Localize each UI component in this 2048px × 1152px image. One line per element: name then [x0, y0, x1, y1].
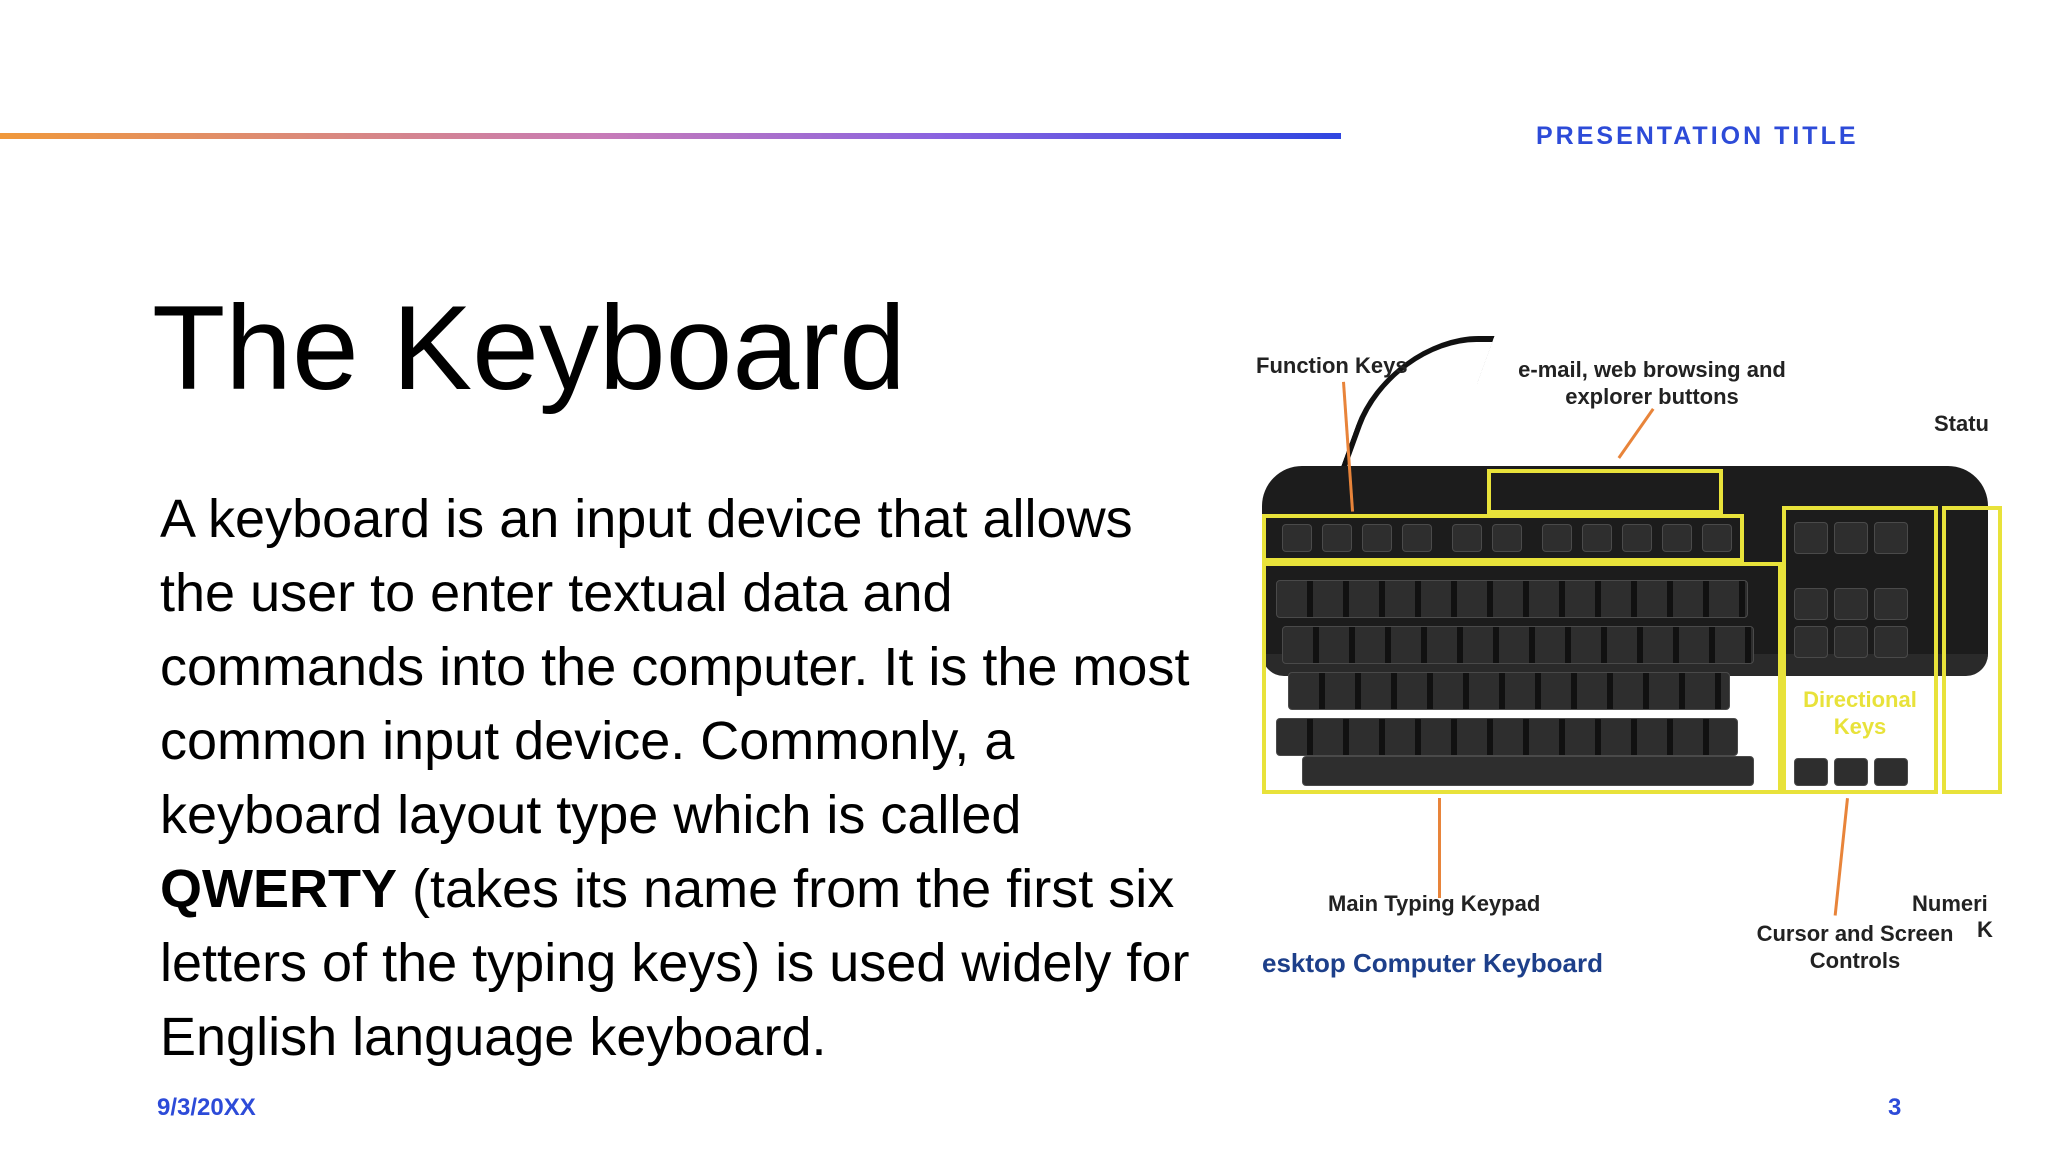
- footer-date: 9/3/20XX: [157, 1094, 256, 1121]
- key-row-3: [1288, 672, 1730, 710]
- key: [1834, 758, 1868, 786]
- keyboard-diagram-image: [1256, 336, 1993, 996]
- label-cursor-line-2: Controls: [1809, 948, 1901, 973]
- figure-caption: esktop Computer Keyboard: [1262, 948, 1603, 978]
- key-spacebar-row: [1302, 756, 1754, 786]
- key: [1622, 524, 1652, 552]
- label-function-keys: Function Keys: [1256, 353, 1408, 378]
- key: [1402, 524, 1432, 552]
- key: [1362, 524, 1392, 552]
- label-cursor-controls: [1732, 920, 1978, 974]
- label-status: Statu: [1934, 411, 1989, 436]
- body-text-bold: QWERTY: [160, 859, 397, 919]
- key: [1874, 626, 1908, 658]
- body-text-part-1: A keyboard is an input device that allows the user to enter textual data and commands into the computer. It is the most common input device. Commonly, a keyboard layout type which is called: [160, 489, 1190, 845]
- key: [1492, 524, 1522, 552]
- page-number: 3: [1888, 1094, 1902, 1121]
- key: [1282, 524, 1312, 552]
- key: [1794, 588, 1828, 620]
- key: [1452, 524, 1482, 552]
- key: [1874, 588, 1908, 620]
- presentation-title: PRESENTATION TITLE: [1536, 122, 1859, 150]
- slide-body-text: [160, 482, 1200, 1074]
- highlight-numeric-keypad: [1942, 506, 2002, 794]
- key: [1794, 758, 1828, 786]
- label-directional-line-1: Directional: [1803, 687, 1917, 712]
- label-email-line-2: explorer buttons: [1565, 384, 1739, 409]
- key: [1582, 524, 1612, 552]
- key: [1834, 588, 1868, 620]
- key: [1834, 522, 1868, 554]
- slide-title: The Keyboard: [152, 281, 906, 415]
- label-numeric-k: K: [1977, 917, 1993, 942]
- key: [1322, 524, 1352, 552]
- arrow-main-keypad: [1438, 798, 1441, 898]
- label-directional-keys: [1782, 686, 1938, 740]
- key-row-2: [1282, 626, 1754, 664]
- key: [1874, 758, 1908, 786]
- key: [1542, 524, 1572, 552]
- key-row-1: [1276, 580, 1748, 618]
- key: [1662, 524, 1692, 552]
- highlight-email-buttons: [1487, 469, 1723, 514]
- label-email-line-1: e-mail, web browsing and: [1518, 357, 1786, 382]
- key: [1702, 524, 1732, 552]
- key: [1874, 522, 1908, 554]
- key: [1834, 626, 1868, 658]
- label-numeric: Numeri: [1912, 891, 1988, 916]
- header-gradient-rule: [0, 133, 1341, 139]
- key: [1794, 522, 1828, 554]
- key-row-4: [1276, 718, 1738, 756]
- arrow-cursor-controls: [1834, 798, 1849, 916]
- label-directional-line-2: Keys: [1833, 714, 1887, 739]
- label-email-buttons: [1502, 356, 1802, 410]
- body-text-part-2: (takes its name from the first six letters of the typing keys) is used widely for English language keyboard.: [160, 859, 1190, 1067]
- label-main-typing-keypad: Main Typing Keypad: [1328, 891, 1541, 916]
- label-cursor-line-1: Cursor and Screen: [1756, 921, 1954, 946]
- key: [1794, 626, 1828, 658]
- arrow-email-buttons: [1618, 408, 1655, 459]
